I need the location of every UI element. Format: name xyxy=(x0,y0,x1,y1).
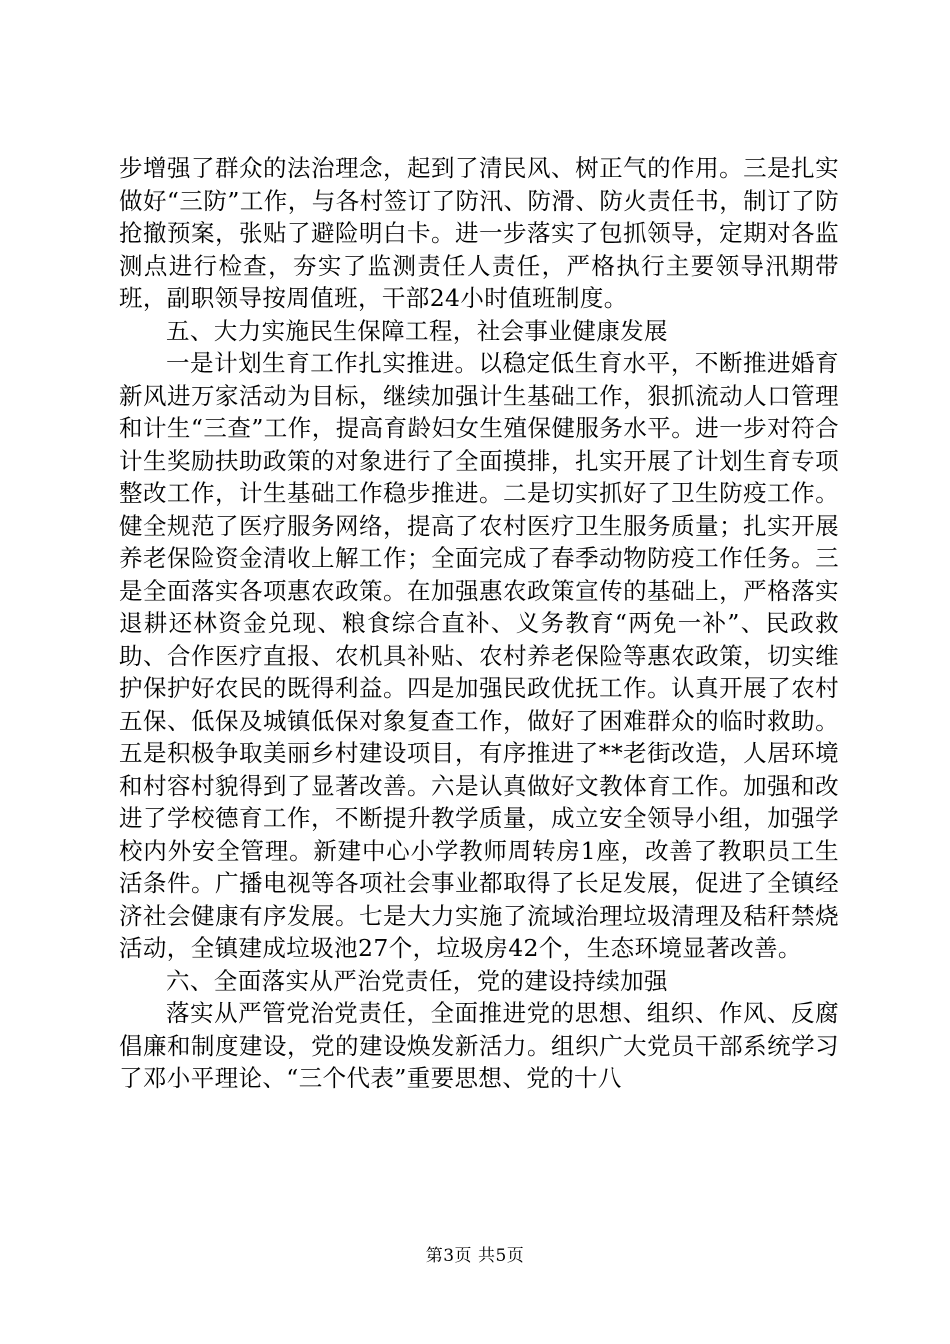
document-body xyxy=(119,152,839,1095)
section-heading-5: 五、大力实施民生保障工程，社会事业健康发展 xyxy=(166,316,668,345)
paragraph-section-5-body: 一是计划生育工作扎实推进。以稳定低生育水平，不断推进婚育新风进万家活动为目标，继续加强计生基础工作，狠抓流动人口管理和计生“三查”工作，提高育龄妇女生殖保健服务水平。进一步对符合计生奖励扶助政策的对象进行了全面摸排，扎实开展了计划生育专项整改工作，计生基础工作稳步推进。二是切实抓好了卫生防疫工作。健全规范了医疗服务网络，提高了农村医疗卫生服务质量；扎实开展养老保险资金清收上解工作；全面完成了春季动物防疫工作任务。三是全面落实各项惠农政策。在加强惠农政策宣传的基础上，严格落实退耕还林资金兑现、粮食综合直补、义务教育“两免一补”、民政救助、合作医疗直报、农机具补贴、农村养老保险等惠农政策，切实维护保护好农民的既得利益。四是加强民政优抚工作。认真开展了农村五保、低保及城镇低保对象复查工作，做好了困难群众的临时救助。五是积极争取美丽乡村建设项目，有序推进了**老街改造，人居环境和村容村貌得到了显著改善。六是认真做好文教体育工作。加强和改进了学校德育工作，不断提升教学质量，成立安全领导小组，加强学校内外安全管理。新建中心小学教师周转房1座，改善了教职员工生活条件。广播电视等各项社会事业都取得了长足发展，促进了全镇经济社会健康有序发展。七是大力实施了流域治理垃圾清理及秸秆禁烧活动，全镇建成垃圾池27个，垃圾房42个，生态环境显著改善。 xyxy=(119,349,839,962)
paragraph-section-6-body: 落实从严管党治党责任，全面推进党的思想、组织、作风、反腐倡廉和制度建设，党的建设焕发新活力。组织广大党员干部系统学习了邓小平理论、“三个代表”重要思想、党的十八 xyxy=(119,999,839,1092)
page-number-footer: 第3页 共5页 xyxy=(425,1246,525,1266)
section-heading-6: 六、全面落实从严治党责任，党的建设持续加强 xyxy=(166,966,668,995)
paragraph-continuation: 步增强了群众的法治理念，起到了清民风、树正气的作用。三是扎实做好“三防”工作，与各村签订了防汛、防滑、防火责任书，制订了防抢撤预案，张贴了避险明白卡。进一步落实了包抓领导，定期对各监测点进行检查，夯实了监测责任人责任，严格执行主要领导汛期带班，副职领导按周值班，干部24小时值班制度。 xyxy=(119,154,839,312)
